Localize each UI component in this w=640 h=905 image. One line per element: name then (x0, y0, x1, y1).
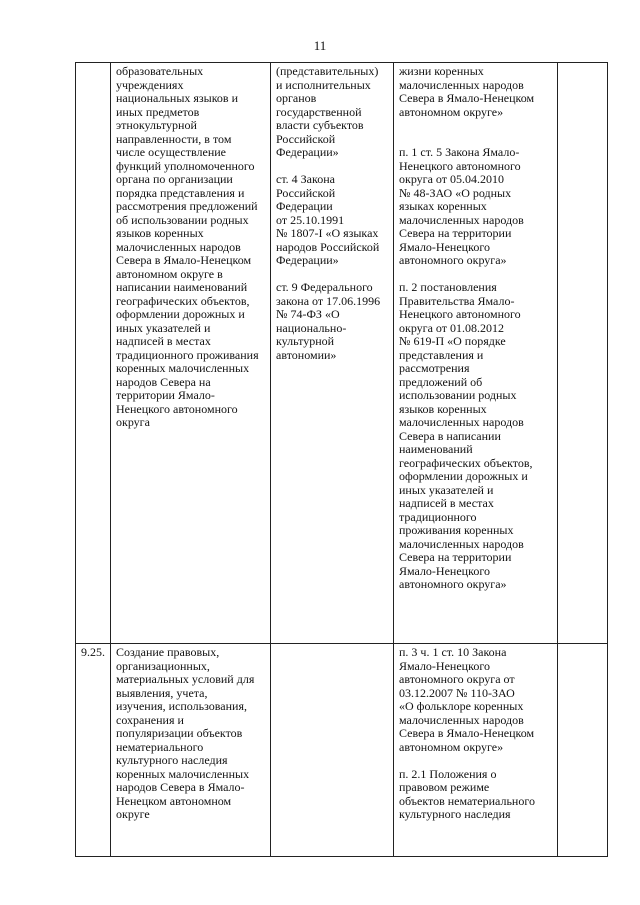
authority-description-cell: Создание правовых, организационных, материальных условий для выявления, учета, изучения, использования, сохранения и популяризации объектов нематериального культурного наследия коренных малочисленных народов Севера в Ямало- Ненецком автономном округе (111, 644, 271, 857)
notes-cell (558, 644, 608, 857)
document-table (75, 62, 608, 857)
table-row (76, 644, 608, 857)
table-row (76, 63, 608, 644)
authority-description-cell: образовательных учреждениях национальных языков и иных предметов этнокультурной направленности, в том числе осуществление функций уполномоченного органа по организации порядка представления и рассмотрения предложений об использовании родных языков коренных малочисленных народов Севера в Ямало-Ненецком автономном округе в написании наименований географических объектов, оформлении дорожных и иных указателей и надписей в местах традиционного проживания коренных малочисленных народов Севера на территории Ямало- Ненецкого автономного округа (111, 63, 271, 644)
regional-legal-basis-cell: п. 3 ч. 1 ст. 10 Закона Ямало-Ненецкого автономного округа от 03.12.2007 № 110-ЗАО «О фольклоре коренных малочисленных народов Севера в Ямало-Ненецком автономном округе» п. 2.1 Положения о правовом режиме объектов нематериального культурного наследия (394, 644, 558, 857)
row-number-cell (76, 63, 111, 644)
page-number: 11 (313, 38, 327, 53)
federal-legal-basis-cell (271, 644, 394, 857)
notes-cell (558, 63, 608, 644)
regional-legal-basis-cell: жизни коренных малочисленных народов Севера в Ямало-Ненецком автономном округе» п. 1 ст. 5 Закона Ямало- Ненецкого автономного округа от 05.04.2010 № 48-ЗАО «О родных языках коренных малочисленных народов Севера на территории Ямало-Ненецкого автономного округа» п. 2 постановления Правительства Ямало- Ненецкого автономного округа от 01.08.2012 № 619-П «О порядке представления и рассмотрения предложений об использовании родных языков коренных малочисленных народов Севера в написании наименований географических объектов, оформлении дорожных и иных указателей и надписей в местах традиционного проживания коренных малочисленных народов Севера на территории Ямало-Ненецкого автономного округа» (394, 63, 558, 644)
row-number-cell: 9.25. (76, 644, 111, 857)
federal-legal-basis-cell: (представительных) и исполнительных органов государственной власти субъектов Российской Федерации» ст. 4 Закона Российской Федерации от 25.10.1991 № 1807-I «О языках народов Российской Федерации» ст. 9 Федерального закона от 17.06.1996 № 74-ФЗ «О национально- культурной автономии» (271, 63, 394, 644)
